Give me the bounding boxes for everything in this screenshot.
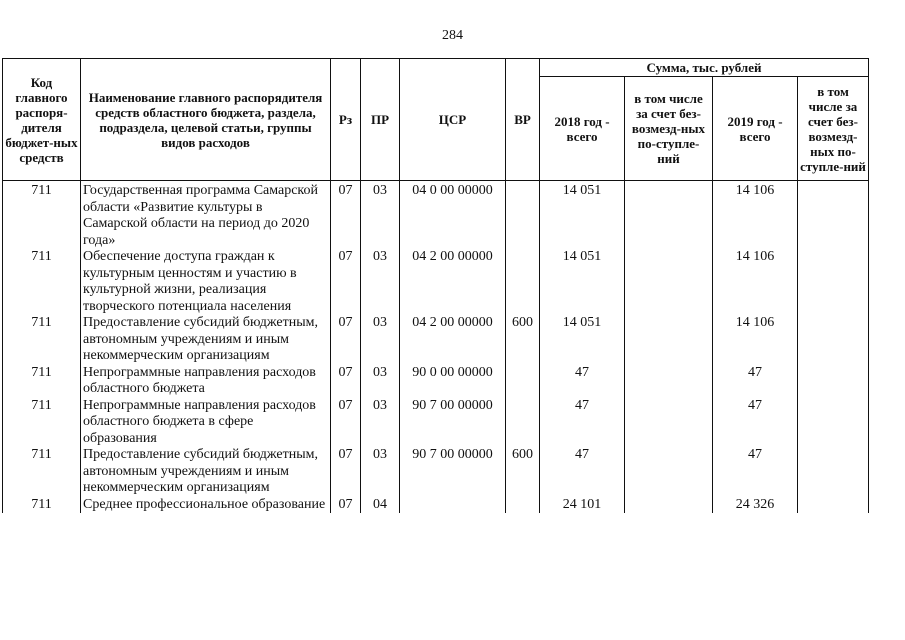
row-2018-total: 47 (540, 398, 625, 448)
row-code: 711 (3, 398, 81, 448)
header-2019-total: 2019 год - всего (713, 77, 798, 181)
row-2019-free (798, 497, 869, 514)
row-code: 711 (3, 365, 81, 398)
row-vr (506, 497, 540, 514)
row-2018-total: 14 051 (540, 249, 625, 315)
row-csr: 90 0 00 00000 (400, 365, 506, 398)
row-code: 711 (3, 181, 81, 250)
row-2019-free (798, 398, 869, 448)
row-pr: 03 (361, 398, 400, 448)
row-rz: 07 (331, 447, 361, 497)
header-code: Код главного распоря-дителя бюджет-ных средств (3, 59, 81, 181)
row-pr: 04 (361, 497, 400, 514)
row-csr: 90 7 00 00000 (400, 398, 506, 448)
table-row (3, 249, 869, 315)
table-row (3, 447, 869, 497)
row-2019-total: 14 106 (713, 181, 798, 250)
row-csr: 04 2 00 00000 (400, 249, 506, 315)
row-2019-total: 14 106 (713, 315, 798, 365)
page-number: 284 (442, 28, 463, 43)
row-2019-total: 47 (713, 398, 798, 448)
row-pr: 03 (361, 249, 400, 315)
row-rz: 07 (331, 181, 361, 250)
row-rz: 07 (331, 249, 361, 315)
row-vr (506, 249, 540, 315)
budget-table (2, 58, 869, 513)
row-2018-free (625, 181, 713, 250)
row-vr: 600 (506, 447, 540, 497)
row-2019-free (798, 447, 869, 497)
row-vr: 600 (506, 315, 540, 365)
row-2018-total: 24 101 (540, 497, 625, 514)
row-2019-free (798, 315, 869, 365)
header-2018-total: 2018 год - всего (540, 77, 625, 181)
row-name: Государственная программа Самарской области «Развитие культуры в Самарской области на период до 2020 года» (81, 181, 331, 250)
row-2018-total: 47 (540, 365, 625, 398)
row-2018-total: 14 051 (540, 181, 625, 250)
row-code: 711 (3, 497, 81, 514)
row-2018-free (625, 365, 713, 398)
row-name: Среднее профессиональное образование (81, 497, 331, 514)
table-body (3, 181, 869, 514)
header-sum: Сумма, тыс. рублей (540, 59, 869, 77)
header-pr: ПР (361, 59, 400, 181)
row-code: 711 (3, 447, 81, 497)
table-row (3, 398, 869, 448)
row-2018-free (625, 315, 713, 365)
row-code: 711 (3, 315, 81, 365)
row-2018-free (625, 398, 713, 448)
header-vr: ВР (506, 59, 540, 181)
row-pr: 03 (361, 315, 400, 365)
table-row (3, 497, 869, 514)
row-csr (400, 497, 506, 514)
table-row (3, 315, 869, 365)
row-2018-free (625, 497, 713, 514)
row-vr (506, 365, 540, 398)
row-2019-free (798, 249, 869, 315)
row-vr (506, 398, 540, 448)
row-csr: 04 2 00 00000 (400, 315, 506, 365)
row-2018-total: 14 051 (540, 315, 625, 365)
row-2019-free (798, 181, 869, 250)
row-name: Непрограммные направления расходов областного бюджета в сфере образования (81, 398, 331, 448)
row-name: Непрограммные направления расходов областного бюджета (81, 365, 331, 398)
table-row (3, 365, 869, 398)
table-row (3, 181, 869, 250)
row-csr: 90 7 00 00000 (400, 447, 506, 497)
row-rz: 07 (331, 497, 361, 514)
header-2018-free: в том числе за счет без-возмезд-ных по-ступле-ний (625, 77, 713, 181)
row-rz: 07 (331, 365, 361, 398)
row-rz: 07 (331, 315, 361, 365)
row-name: Предоставление субсидий бюджетным, автономным учреждениям и иным некоммерческим организациям (81, 447, 331, 497)
header-csr: ЦСР (400, 59, 506, 181)
header-row-top (3, 59, 869, 77)
header-rz: Рз (331, 59, 361, 181)
row-2019-free (798, 365, 869, 398)
row-pr: 03 (361, 181, 400, 250)
row-2018-free (625, 249, 713, 315)
row-2019-total: 47 (713, 365, 798, 398)
row-2018-free (625, 447, 713, 497)
row-csr: 04 0 00 00000 (400, 181, 506, 250)
row-vr (506, 181, 540, 250)
header-name: Наименование главного распорядителя средств областного бюджета, раздела, подраздела, целевой статьи, группы видов расходов (81, 59, 331, 181)
row-rz: 07 (331, 398, 361, 448)
row-2019-total: 24 326 (713, 497, 798, 514)
row-2019-total: 14 106 (713, 249, 798, 315)
row-name: Предоставление субсидий бюджетным, автономным учреждениям и иным некоммерческим организациям (81, 315, 331, 365)
row-name: Обеспечение доступа граждан к культурным ценностям и участию в культурной жизни, реализация творческого потенциала населения (81, 249, 331, 315)
row-2019-total: 47 (713, 447, 798, 497)
row-code: 711 (3, 249, 81, 315)
header-2019-free: в том числе за счет без-возмезд-ных по-ступле-ний (798, 77, 869, 181)
row-2018-total: 47 (540, 447, 625, 497)
row-pr: 03 (361, 365, 400, 398)
row-pr: 03 (361, 447, 400, 497)
